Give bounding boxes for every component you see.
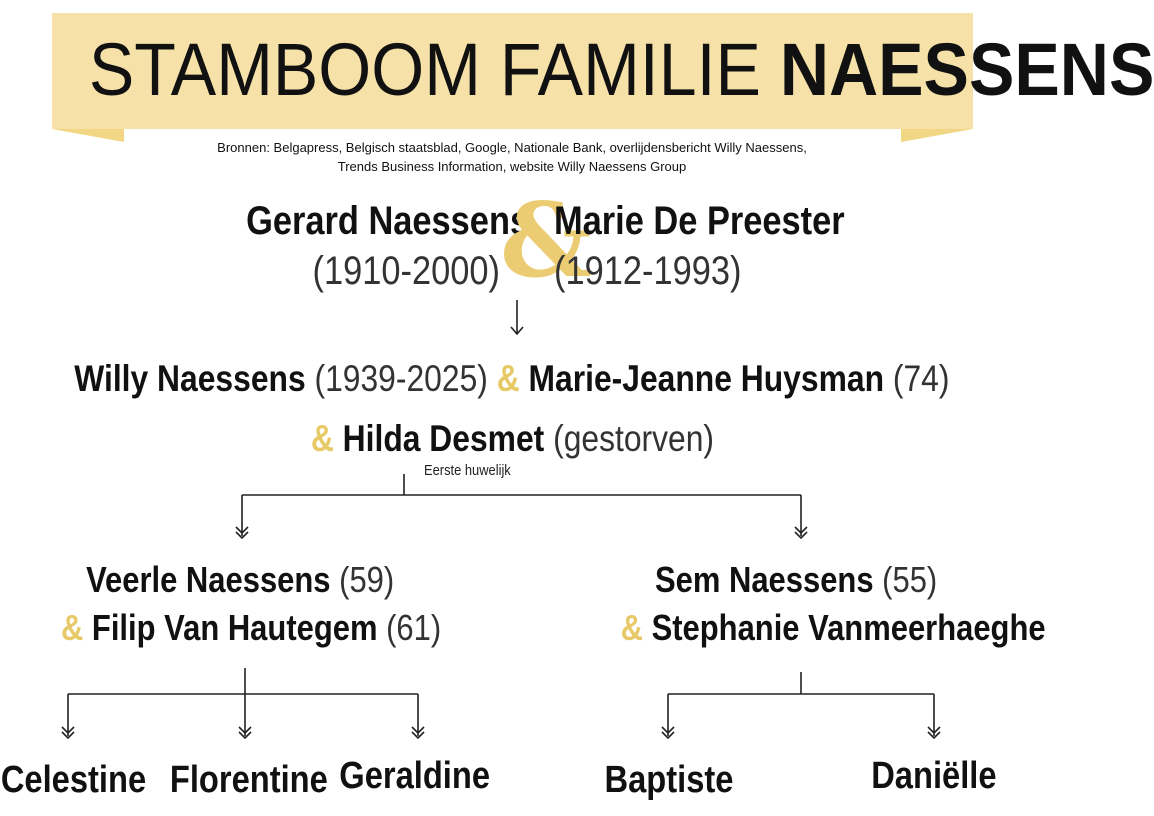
grandparent-marie-years: (1912-1993)	[554, 249, 742, 293]
ampersand-icon: &	[500, 181, 593, 301]
grandparent-gerard-years: (1910-2000)	[312, 249, 500, 293]
ampersand-icon: &	[310, 418, 334, 459]
spouse-hilda-note: (gestorven)	[552, 418, 714, 459]
parent-willy-name: Willy Naessens	[74, 358, 306, 399]
title-light: STAMBOOM FAMILIE	[88, 28, 761, 111]
spouse-hilda-name: Hilda Desmet	[342, 418, 544, 459]
spouse-marie-jeanne-name: Marie-Jeanne Huysman	[528, 358, 885, 399]
partner-filip-age: (61)	[386, 607, 442, 648]
child-sem-age: (55)	[882, 559, 938, 600]
title-bold: NAESSENS	[779, 28, 1154, 111]
grandchild-baptiste-name: Baptiste	[604, 759, 734, 801]
grandparent-gerard-name: Gerard Naessens	[246, 199, 530, 243]
child-veerle-age: (59)	[338, 559, 395, 600]
grandchild-celestine-name: Celestine	[0, 759, 146, 801]
sources-line-1: Bronnen: Belgapress, Belgisch staatsblad, Google, Nationale Bank, overlijdensbericht Willy Naessens,	[217, 140, 807, 155]
grandchild-geraldine-name: Geraldine	[339, 755, 491, 797]
sources-line-2: Trends Business Information, website Willy Naessens Group	[337, 159, 687, 174]
ampersand-icon: &	[496, 358, 520, 399]
parent-willy-years: (1939-2025)	[314, 358, 489, 399]
child-sem-name: Sem Naessens	[654, 559, 874, 600]
grandchild-danielle-name: Daniëlle	[871, 755, 997, 797]
grandparent-marie-name: Marie De Preester	[554, 199, 845, 243]
child-veerle-name: Veerle Naessens	[85, 559, 331, 600]
grandchild-florentine-name: Florentine	[169, 759, 328, 801]
ampersand-icon: &	[620, 607, 643, 648]
first-marriage-label: Eerste huwelijk	[424, 462, 511, 479]
partner-filip-name: Filip Van Hautegem	[91, 607, 378, 648]
partner-stephanie-name: Stephanie Vanmeerhaeghe	[651, 607, 1046, 648]
ampersand-icon: &	[60, 607, 84, 648]
spouse-marie-jeanne-age: (74)	[893, 358, 950, 399]
